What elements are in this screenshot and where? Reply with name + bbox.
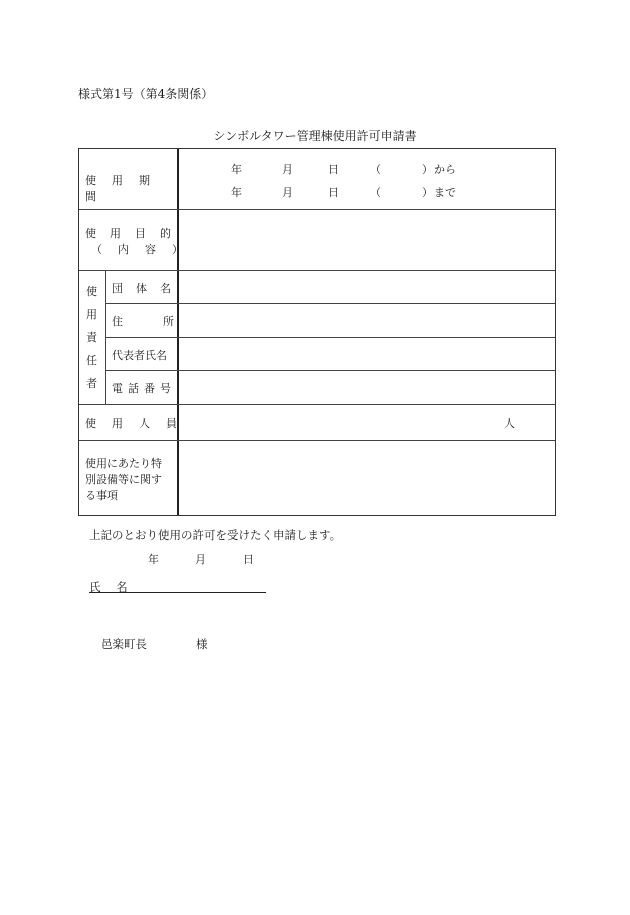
period-to-day: 日 [328,186,339,199]
row-divider [79,270,555,271]
number-of-users-label: 使用人員 [85,417,193,430]
period-from-year: 年 [231,163,242,176]
representative-name-label: 代表者氏名 [112,349,167,362]
period-label [85,172,171,204]
applicant-name-line [89,592,266,593]
document-title: シンボルタワー管理棟使用許可申請書 [213,129,417,143]
honorific: 様 [196,637,208,651]
special-equipment-line: 別設備等に関す [85,473,162,486]
phone-number-label: 電話番号 [112,382,176,395]
row-divider [105,370,555,371]
period-label-text: 使用期間 [85,174,166,203]
responsible-char: 者 [86,377,97,390]
row-divider [79,209,555,210]
form-code: 様式第1号（第4条関係） [78,87,214,101]
table-divider [177,149,179,515]
period-from-day: 日 [328,163,339,176]
purpose-label: 使用目的 [85,227,185,240]
application-form-table [78,148,556,516]
row-divider [105,337,555,338]
special-equipment-line: 使用にあたり特 [85,457,162,470]
special-equipment-line: る事項 [85,489,118,502]
period-from-paren-open: （ [370,163,381,176]
users-unit: 人 [504,417,515,430]
special-equipment-label [85,456,162,504]
responsible-char: 責 [86,331,97,344]
date-month: 月 [195,553,206,566]
responsible-person-label [86,280,97,395]
row-divider [105,303,555,304]
date-day: 日 [243,553,254,566]
responsible-char: 用 [86,308,97,321]
addressee: 邑楽町長 [101,637,147,651]
period-to-paren-open: （ [370,186,381,199]
request-statement: 上記のとおり使用の許可を受けたく申請します。 [89,528,342,542]
row-divider [79,404,555,405]
responsible-char: 使 [86,285,97,298]
period-to-year: 年 [231,186,242,199]
period-to-suffix: まで [434,186,456,199]
responsible-char: 任 [86,354,97,367]
purpose-sublabel: （内容） [91,243,199,256]
period-to-month: 月 [282,186,293,199]
period-from-suffix: から [434,163,456,176]
address-label: 住所 [112,315,214,328]
row-divider [79,440,555,441]
period-from-month: 月 [282,163,293,176]
date-year: 年 [148,553,159,566]
group-name-label: 団体名 [112,282,184,295]
period-to-paren-close: ） [422,186,433,199]
period-from-paren-close: ） [422,163,433,176]
applicant-name-label: 氏 名 [89,580,134,594]
